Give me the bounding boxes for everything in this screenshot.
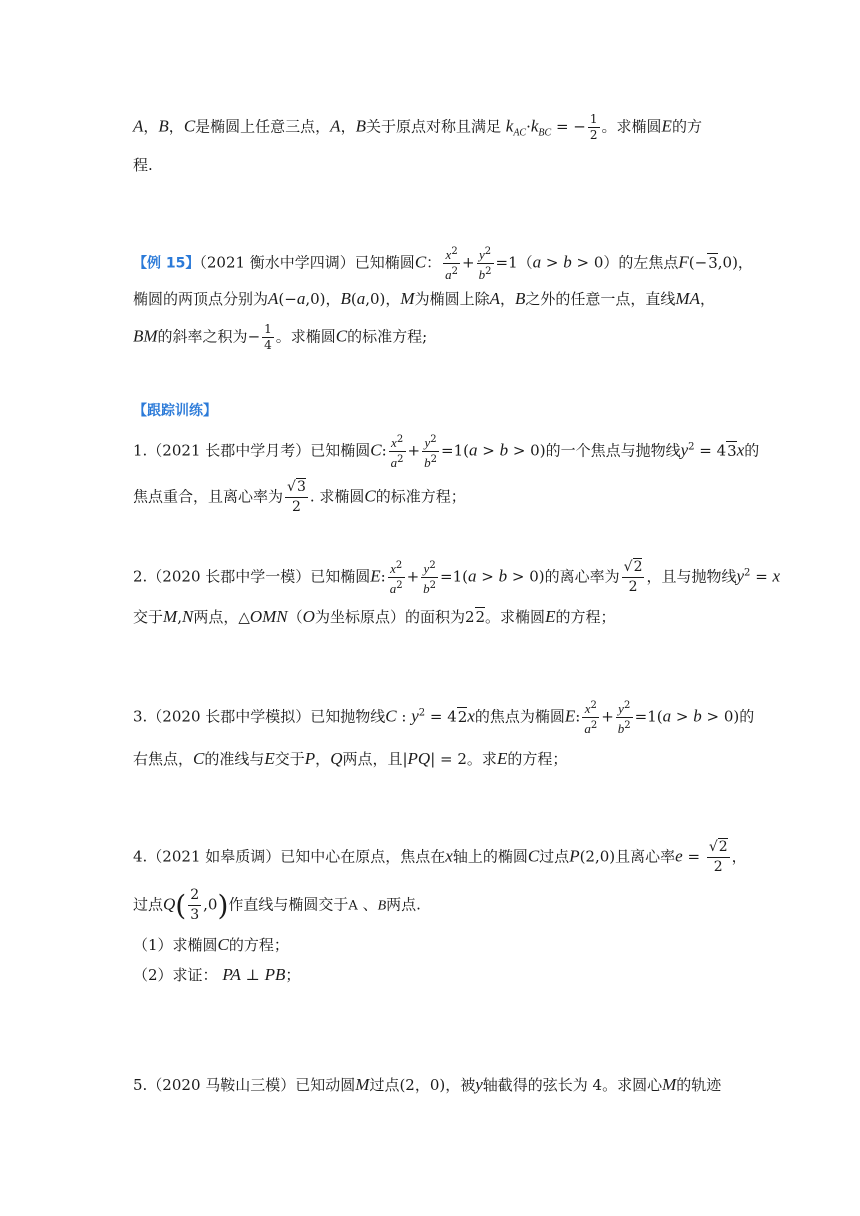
problem-4-line-1: 4.（2021 如皋质调）已知中心在原点，焦点在x轴上的椭圆C过点P(2,0)且离心率e = $\frac{√2}{2}$ ， bbox=[133, 839, 747, 875]
problem-2-line-2: 交于M,N两点，△OMN（O为坐标原点）的面积为22。求椭圆E的方程； bbox=[133, 607, 616, 626]
problem-4-line-2: 过点Q( $\frac{2}{3}$ ,0)作直线与椭圆交于A 、B两点. bbox=[133, 887, 421, 923]
problem-5-line-1: 5.（2020 马鞍山三模）已知动圆M过点(2，0)，被y轴截得的弦长为 4。求圆心M的轨迹 bbox=[133, 1075, 722, 1094]
practice-tag: 【跟踪训练】 bbox=[133, 403, 217, 419]
problem-1-line-2: 焦点重合，且离心率为 $\frac{√3}{2}$ . 求椭圆C的标准方程； bbox=[133, 479, 466, 515]
example15-line-2: 椭圆的两顶点分别为A(−a,0)，B(a,0)，M为椭圆上除A，B之外的任意一点，直线MA， bbox=[133, 289, 715, 308]
fraction-one-half: $\frac{1}{2}$ bbox=[589, 112, 598, 142]
problem-4-q1: （1）求椭圆C的方程； bbox=[133, 935, 289, 954]
example15-line-1: 【例 15】（2021 衡水中学四调）已知椭圆C： $\frac{x^2}{a^2}$ + $\frac{y^2}{b^2}$ =1（a > b > 0）的左焦点F(−3,0)， bbox=[133, 246, 753, 282]
problem-2-line-1: 2.（2020 长郡中学一模）已知椭圆E: $\frac{x^2}{a^2}$ + $\frac{y^2}{b^2}$ =1(a > b > 0)的离心率为 $\frac{√2}{2}$ ，且与抛物线$y^2 = x$ bbox=[133, 559, 781, 596]
example15-line-3: BM的斜率之积为− $\frac{1}{4}$ 。求椭圆C的标准方程; bbox=[133, 322, 428, 352]
example-tag: 【例 15】 bbox=[133, 255, 200, 272]
problem-4-q2: （2）求证： PA ⊥ PB； bbox=[133, 965, 301, 984]
problem-1-line-1: 1.（2021 长郡中学月考）已知椭圆C: $\frac{x^2}{a^2}$ + $\frac{y^2}{b^2}$ =1(a > b > 0)的一个焦点与抛物线$y^2 = 43x$的 bbox=[133, 434, 760, 470]
problem-3-line-2: 右焦点，C的准线与E交于P，Q两点，且|PQ| = 2。求E的方程； bbox=[133, 749, 568, 768]
intro-line-1: A，B，C是椭圆上任意三点，A，B关于原点对称且满足 $k_{AC}\cdot k_{BC}$ = − $\frac{1}{2}$ 。求椭圆E的方 bbox=[133, 112, 702, 142]
problem-3-line-1: 3.（2020 长郡中学模拟）已知抛物线C : $y^2 = 42x$的焦点为椭圆E: $\frac{x^2}{a^2}$ + $\frac{y^2}{b^2}$ =1(a > b > 0)的 bbox=[133, 700, 755, 736]
intro-line-2: 程. bbox=[133, 156, 153, 174]
